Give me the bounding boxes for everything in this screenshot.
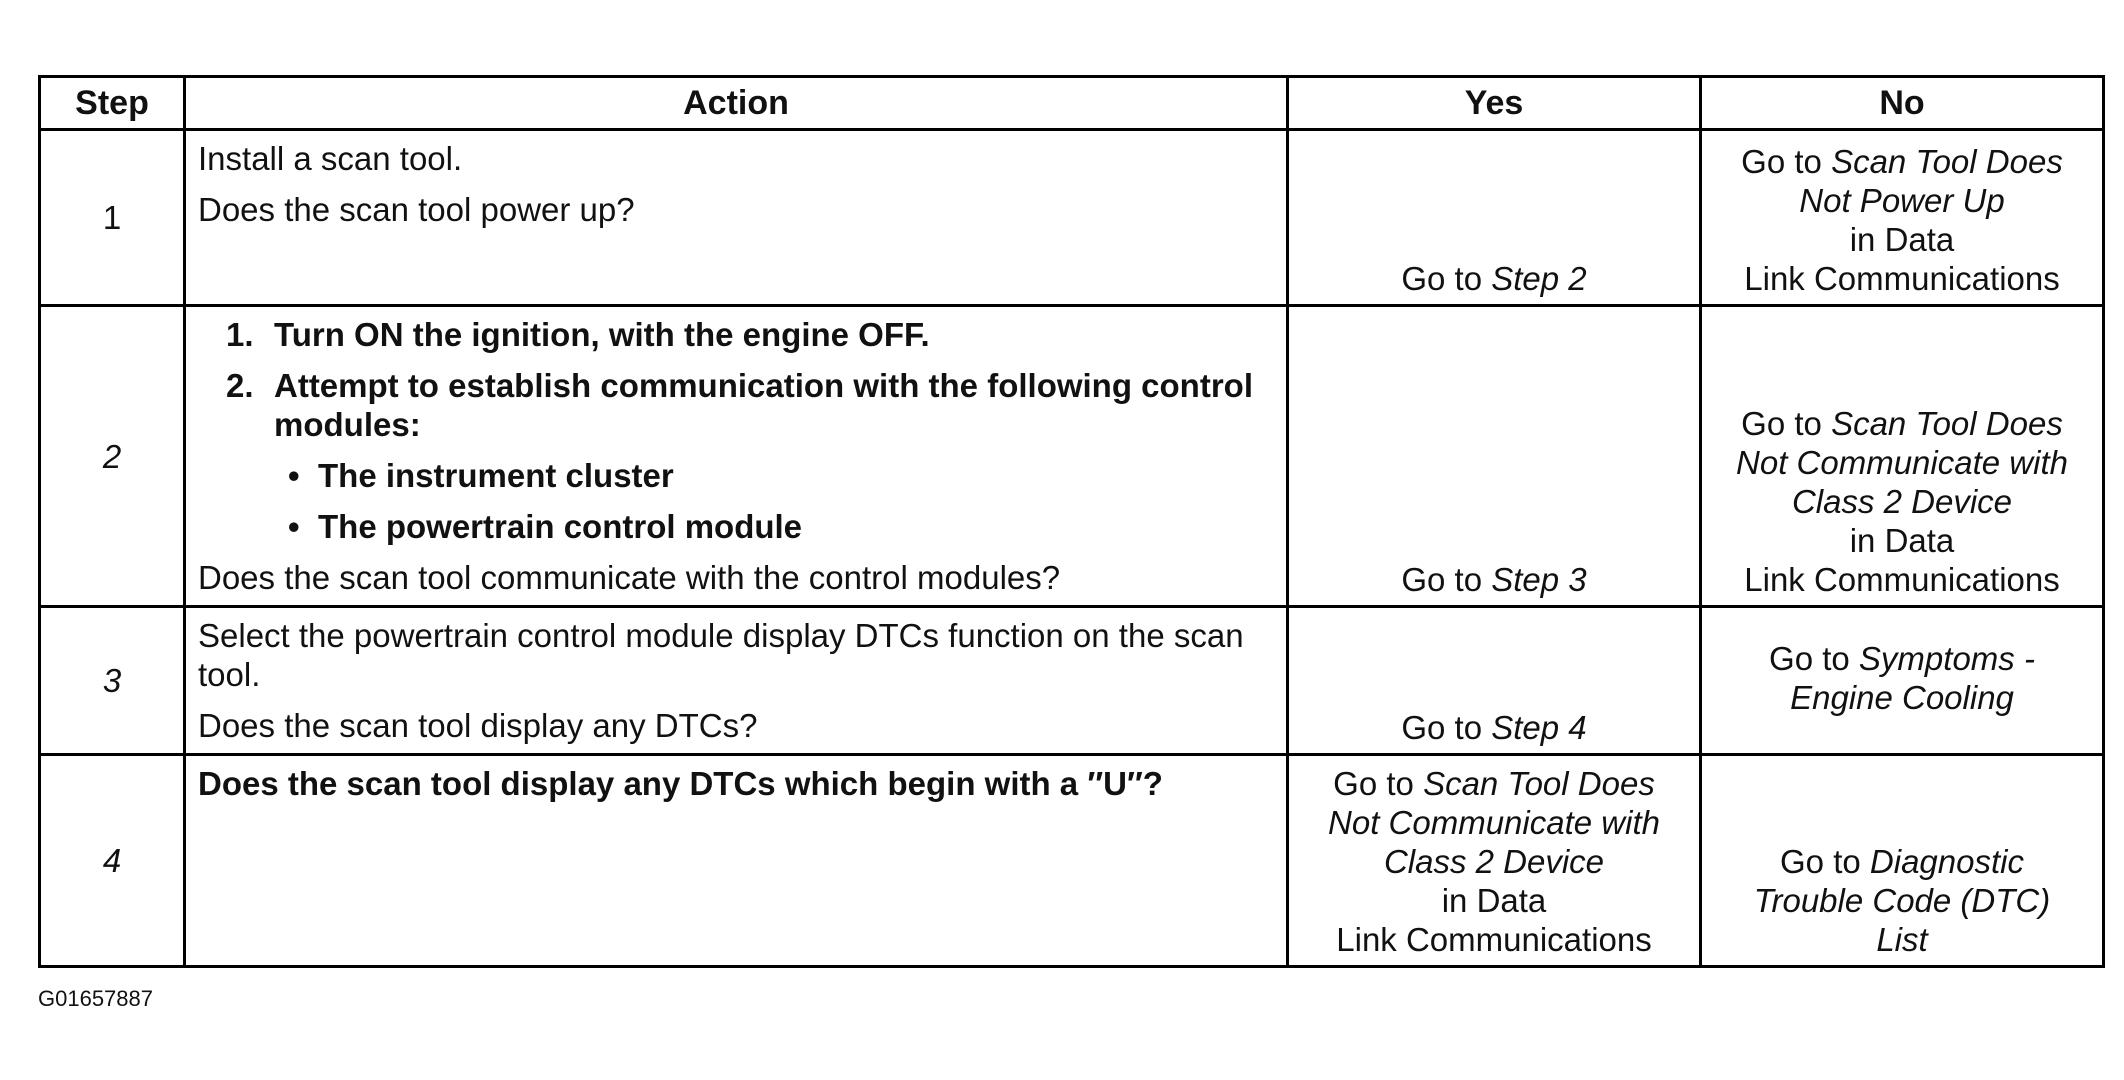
action-question: Does the scan tool communicate with the control modules? <box>198 559 1061 596</box>
yes-cell <box>1288 130 1701 306</box>
no-suffix-text: in Data <box>1849 221 1955 258</box>
yes-link-text: Not Communicate with <box>1328 804 1660 841</box>
yes-link-text: Scan Tool Does <box>1423 765 1655 802</box>
action-cell <box>185 130 1288 306</box>
action-cell <box>185 306 1288 607</box>
no-suffix-text: Link Communications <box>1744 561 2060 598</box>
table-row <box>40 755 2104 967</box>
action-question: Does the scan tool display any DTCs? <box>198 707 758 744</box>
no-link-text: Not Power Up <box>1799 182 2005 219</box>
yes-suffix-text: in Data <box>1441 882 1547 919</box>
action-text: Select the powertrain control module display DTCs function on the scan tool. <box>198 617 1244 693</box>
numbered-item <box>226 315 1274 354</box>
item-number: 1. <box>226 316 254 353</box>
table-row <box>40 607 2104 755</box>
no-suffix-text: in Data <box>1849 522 1955 559</box>
header-step: Step <box>40 77 185 130</box>
no-link-text: Diagnostic <box>1869 843 2024 880</box>
yes-step-link: Step 3 <box>1491 561 1587 598</box>
yes-prefix: Go to <box>1401 561 1483 598</box>
no-prefix: Go to <box>1741 143 1822 180</box>
no-cell <box>1701 755 2104 967</box>
numbered-item <box>226 366 1274 444</box>
no-cell <box>1701 607 2104 755</box>
yes-cell <box>1288 607 1701 755</box>
yes-prefix: Go to <box>1333 765 1414 802</box>
step-number: 2 <box>40 306 185 607</box>
step-number: 4 <box>40 755 185 967</box>
no-link-text: Symptoms - <box>1858 639 2035 677</box>
action-cell <box>185 607 1288 755</box>
no-link-text: Trouble Code (DTC) <box>1753 882 2051 919</box>
bullet-icon: • <box>288 508 300 545</box>
no-link-text: Engine Cooling <box>1790 678 2014 716</box>
yes-cell <box>1288 755 1701 967</box>
item-number: 2. <box>226 367 254 404</box>
yes-cell <box>1288 306 1701 607</box>
no-suffix-text: Link Communications <box>1744 260 2060 297</box>
bullet-item <box>288 456 1274 495</box>
no-link-text: Not Communicate with <box>1736 444 2068 481</box>
action-question: Does the scan tool power up? <box>198 191 635 228</box>
yes-link-text: Class 2 Device <box>1383 843 1605 880</box>
step-number: 1 <box>40 130 185 306</box>
no-link-text: Scan Tool Does <box>1831 143 2063 180</box>
no-cell <box>1701 130 2104 306</box>
header-row <box>40 77 2104 130</box>
no-prefix: Go to <box>1769 639 1850 677</box>
item-text: Attempt to establish communication with the following control modules: <box>274 367 1253 443</box>
yes-suffix-text: Link Communications <box>1336 921 1652 958</box>
action-question: Does the scan tool display any DTCs which begin with a ″U″? <box>198 765 1163 802</box>
no-prefix: Go to <box>1741 405 1822 442</box>
no-link-text: Class 2 Device <box>1791 483 2013 520</box>
yes-prefix: Go to <box>1401 260 1483 297</box>
header-action: Action <box>185 77 1288 130</box>
yes-step-link: Step 4 <box>1491 709 1587 746</box>
bullet-item <box>288 507 1274 546</box>
step-number: 3 <box>40 607 185 755</box>
no-link-text: Scan Tool Does <box>1831 405 2063 442</box>
action-cell <box>185 755 1288 967</box>
bullet-text: The powertrain control module <box>318 508 803 545</box>
header-yes: Yes <box>1288 77 1701 130</box>
diagnostic-table <box>38 75 2105 968</box>
yes-prefix: Go to <box>1401 709 1483 746</box>
yes-step-link: Step 2 <box>1491 260 1587 297</box>
bullet-icon: • <box>288 457 300 494</box>
no-prefix: Go to <box>1780 843 1861 880</box>
figure-id: G01657887 <box>38 986 153 1011</box>
no-cell <box>1701 306 2104 607</box>
no-link-text: List <box>1876 921 1928 958</box>
header-no: No <box>1701 77 2104 130</box>
bullet-text: The instrument cluster <box>318 457 674 494</box>
table-row <box>40 306 2104 607</box>
table-row <box>40 130 2104 306</box>
item-text: Turn ON the ignition, with the engine OFF. <box>274 316 930 353</box>
action-text: Install a scan tool. <box>198 140 463 177</box>
